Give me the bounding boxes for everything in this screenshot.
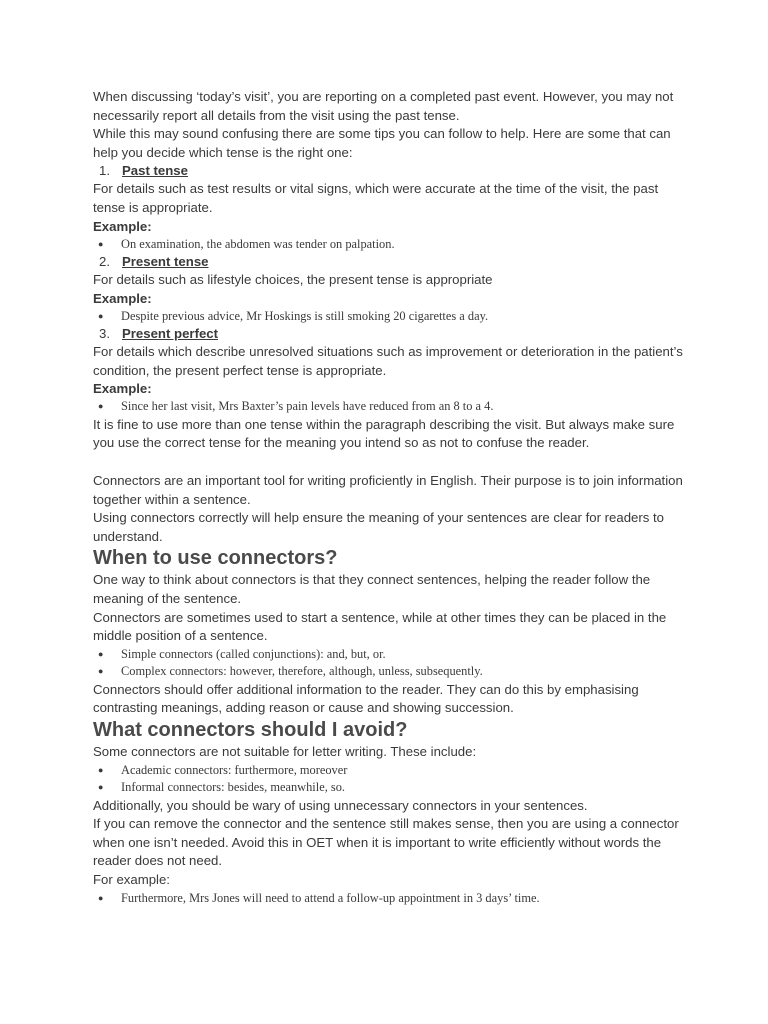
bullet-icon: ● [98,401,104,412]
document-body [93,88,683,907]
bullet-icon: ● [98,648,104,659]
example-bullet [93,890,683,908]
example-label: Example: [93,218,152,234]
list-item [93,762,683,780]
example-label: Example: [93,381,152,397]
connectors-intro-1: Connectors are an important tool for writing proficiently in English. Their purpose is to join information together within a sentence. [93,473,683,507]
intro-paragraph-2: While this may sound confusing there are some tips you can follow to help. Here are some that can help you decide which tense is the right one: [93,126,671,160]
list-item-text: Simple connectors (called conjunctions): and, but, or. [121,646,386,661]
list-item-text: Academic connectors: furthermore, moreover [121,762,348,777]
list-item [93,779,683,797]
tense-heading-past [93,162,683,180]
list-item [93,663,683,681]
avoid-paragraph-4: For example: [93,871,170,887]
example-bullet [93,398,683,416]
tense-title: Present tense [122,254,209,270]
example-text: Despite previous advice, Mr Hoskings is still smoking 20 cigarettes a day. [121,308,489,323]
avoid-paragraph-2: Additionally, you should be wary of using unnecessary connectors in your sentences. [93,797,588,813]
list-number: 2. [99,254,110,270]
avoid-paragraph-3: If you can remove the connector and the sentence still makes sense, then you are using a connector when one isn’t needed. Avoid this in OET when it is important to write efficiently without words the reader does not need. [93,816,679,869]
section-heading-when: When to use connectors? [93,547,338,570]
avoid-paragraph-1: Some connectors are not suitable for letter writing. These include: [93,743,477,759]
tense-title: Past tense [122,163,188,179]
tense-heading-present [93,253,683,271]
tense-title: Present perfect [122,326,219,342]
intro-paragraph-1: When discussing ‘today’s visit’, you are reporting on a completed past event. However, you may not necessarily report all details from the visit using the past tense. [93,89,674,123]
tense-description: For details which describe unresolved situations such as improvement or deterioration in the patient’s condition, the present perfect tense is appropriate. [93,344,683,378]
bullet-icon: ● [98,892,104,903]
bullet-icon: ● [98,764,104,775]
connectors-intro-2: Using connectors correctly will help ensure the meaning of your sentences are clear for readers to understand. [93,510,665,544]
list-item [93,646,683,664]
example-text: On examination, the abdomen was tender on palpation. [121,236,395,251]
when-paragraph-2: Connectors are sometimes used to start a sentence, while at other times they can be placed in the middle position of a sentence. [93,609,667,644]
example-text: Since her last visit, Mrs Baxter’s pain levels have reduced from an 8 to a 4. [121,399,494,414]
list-item-text: Complex connectors: however, therefore, although, unless, subsequently. [121,664,483,679]
spacer [93,453,683,472]
bullet-icon: ● [98,238,104,249]
when-paragraph-1: One way to think about connectors is that they connect sentences, helping the reader follow the meaning of the sentence. [93,572,651,606]
tense-description: For details such as test results or vital signs, which were accurate at the time of the visit, the past tense is appropriate. [93,181,659,215]
tense-closing-paragraph: It is fine to use more than one tense within the paragraph describing the visit. But always make sure you use the correct tense for the meaning you intend so as not to confuse the reader. [93,416,675,451]
example-text: Furthermore, Mrs Jones will need to attend a follow-up appointment in 3 days’ time. [121,890,540,905]
list-number: 3. [99,326,110,342]
example-label: Example: [93,290,152,306]
tense-description: For details such as lifestyle choices, the present tense is appropriate [93,272,493,288]
bullet-icon: ● [98,666,104,677]
tense-heading-present-perfect [93,325,683,343]
example-bullet [93,308,683,326]
list-number: 1. [99,163,110,179]
when-paragraph-3: Connectors should offer additional information to the reader. They can do this by emphasising contrasting meanings, adding reason or cause and showing succession. [93,681,639,716]
section-heading-avoid: What connectors should I avoid? [93,718,408,741]
list-item-text: Informal connectors: besides, meanwhile, so. [121,780,345,795]
example-bullet [93,236,683,254]
bullet-icon: ● [98,310,104,321]
bullet-icon: ● [98,782,104,793]
